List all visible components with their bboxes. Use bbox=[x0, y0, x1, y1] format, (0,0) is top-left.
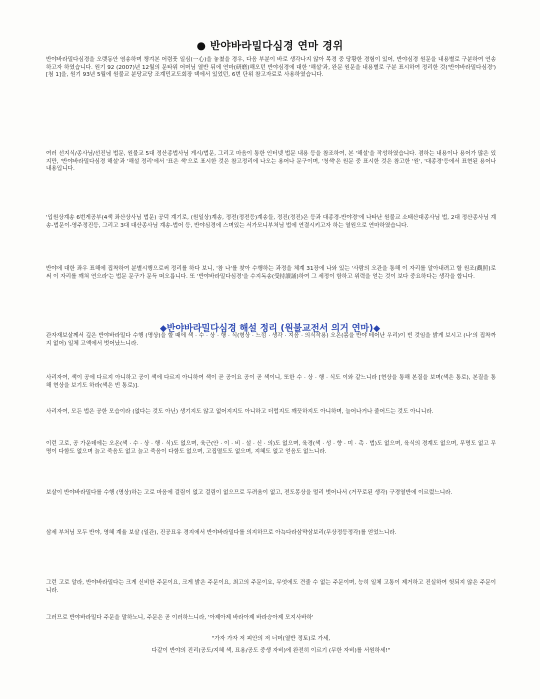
paragraph-5: 관자재보살께서 깊은 반야바라밀다 수행 (명상)을 할 때에 색 · 수 · 상 · 행 · 식(형상 · 느낌 · 생각 · 지음 · 의식작용) 오온(몸을 반야 테어난 우리)이 빈 것임을 밝게 보시고 (나'의 집착까지 없어) 일체 고액에서 벗어났느니라. bbox=[46, 333, 496, 347]
paragraph-8: 이런 고로, 공 가운데에는 오온(색 · 수 · 상 · 행 · 식)도 없으며, 육근(안 · 이 · 비 · 설 · 신 · 의)도 없으며, 육경(색 · 성 · 향 · 미 · 촉 · 법)도 없으며, 육식의 경계도 없으며, 무명도 없고 무명이 다함도 없으며 늙고 죽음도 없고 늙고 죽음이 다함도 없으며, 고집멸도도 없으며, 지혜도 없고 얻음도 없느니라. bbox=[46, 441, 496, 455]
closing-line-1: "가자 가자 저 피안의 저 너머(열반 정토)로 가세, bbox=[211, 636, 331, 642]
paragraph-4: 반야에 대한 좌우 표해에 집착하여 분별시행으로써 정리를 하다 보니, '참 나'를 찾아 수행하는 과정을 체계 31장에 나와 있는 '사람의 오관을 통해 이 자리를 알아내려고 할 원조(觀照)로써 이 자리를 깨쳐 연으라'는 법문 문구가 문득 떠오릅니다. 또 '반야바라밀다심경'을 수지독송(受持讀誦)하여 그 세정이 함하고 위력을 얻는 것이 보다 중요하다는 생각을 합니다. bbox=[46, 266, 496, 280]
section-title: ◆반야바라밀다심경 해설 정리 (원불교전서 의거 연마)◆ bbox=[159, 324, 381, 334]
paragraph-3: '입원상계송 6번게공부(4색 좌산상사님 법문) 공덕 계기로, (원일상)계송, 정전(정전등)계송들, 정진(정진)은 등과 대종경-반야경'에 나타난 원불교 소태산대종사님 법, 2대 정산종사님 계송-법문이-영주정진등, 그리고 3대 대산종사님 계송-법어 등, 반야심경에 스며있는 서가모니부처님 법에 연결시키고자 하는 열원으로 연마하였습니다. bbox=[46, 215, 496, 229]
paragraph-1: 반야바라밀다심경을 오랫동안 염송하며 챙겨본 어렴풋 일심(一心)을 놓쳤을 경우, 다음 부분이 바로 생각나지 않아 목경 중 당황한 경험이 있어, 반야심경 원문을 내용별로 구분하여 연송하고자 하였습니다. 원기 92 (2007)년 12월의 문타위 어머님 열반 뒤에 연마(研磨)해오던 반야심경에 대한 '해설'과, 완문 원문을 내용별로 구분 표시하여 정리한 것('반야바라밀다심경')[첨 1]을, 원기 93년 5월에 원불교 분당교당 조계민교도회장 댁에서 있었던, 6번 단위 참고자료로 사용하였습니다. bbox=[46, 57, 496, 79]
paragraph-12: 그러므로 반야바라밀다 주문을 말하노니, 주문은 곧 이러하느니라, '아제아제 바라아제 바라승아제 모지사바하' bbox=[46, 615, 314, 621]
title-text: 반야바라밀다심경 연마 경위 bbox=[210, 40, 344, 52]
closing-line-2: 다같이 반야의 진리(공도/지혜 색, 묘용/공도 중생 자비)에 완전히 이르기 (무한 자비)를 서원하세!" bbox=[151, 648, 391, 654]
paragraph-10: 삼세 부처님 모두 반야, 영혜 계율 보살 (일관), 진공묘유 경지에서 반야바라밀다를 의지하므로 아뇩다라삼먁삼보리(무상정등정각)를 얻었느니라. bbox=[46, 530, 397, 536]
page-title: ● 반야바라밀다심경 연마 경위 bbox=[196, 40, 344, 52]
paragraph-6: 사리자여, 색이 공에 다르지 아니하고 공이 색에 다르지 아니하여 색이 곧 공이요 공이 곧 색이니, 또한 수 · 상 · 행 · 식도 이와 같느니라 [현상을 통해 본질을 보며(색은 통로), 본질을 통해 현상을 보기도 하라(색은 빈 통로)]. bbox=[46, 375, 496, 389]
paragraph-9: 보살이 반야바라밀다를 수행 (명상)하는 고로 마음에 걸림이 없고 걸림이 없으므로 두려움이 없고, 전도몽상을 멀리 벗어나서 (거꾸로된 생각) 구경열반에 이르렀느니라. bbox=[46, 490, 453, 496]
section-title-text: 반야바라밀다심경 해설 정리 (원불교전서 의거 연마) bbox=[166, 324, 374, 334]
paragraph-7: 사리자여, 모든 법은 공한 모습이라 (없다는 것도 아닌) 생기지도 않고 없어지지도 아니하고 더럽지도 깨끗하지도 아니하며, 늘어나거나 줄어드는 것도 아니니라. bbox=[46, 409, 434, 415]
paragraph-2: 여러 선지식/종사님/선진님 법문, 원불교 5대 정산종법사님 게시/법문, 그리고 마음이 통한 인터넷 법문 내용 등을 참조하여, 본 '해설'을 작성하였습니다. 겸하는 내용이나 용어가 많은 있지만, '반야바라밀다심경 해설'과 '해설 정리'에서 '표은 색'으로 표시한 것은 참고정리에 나오는 용어나 문구이며, '청색'은 원문 중 표시한 것은 참고한 '원', '대종경'등에서 표현된 용어나 내용입니다. bbox=[46, 151, 496, 173]
paragraph-11: 그런 고로 알라, 반야바라밀다는 크게 신비한 주문이요, 크게 밝은 주문이요, 최고의 주문이요, 무엇에도 견줄 수 없는 주문이며, 능히 일체 고통이 제거하고 진실하여 헛되지 않은 주문이니라. bbox=[46, 580, 496, 594]
